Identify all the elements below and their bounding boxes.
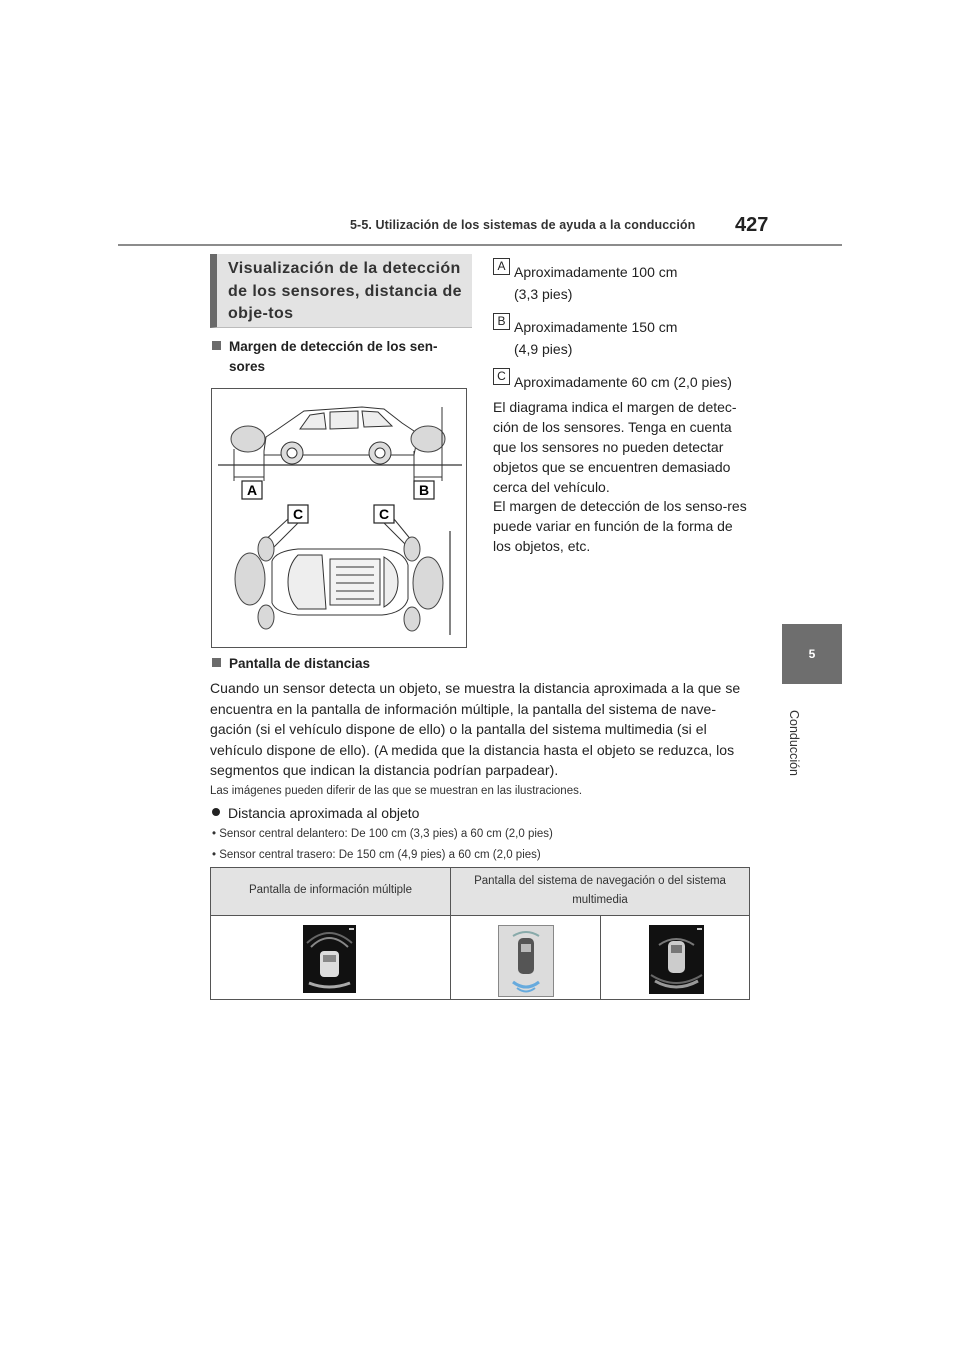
subsection-display-title-text: Pantalla de distancias — [229, 656, 371, 671]
display-table — [210, 867, 750, 1000]
car-top-view — [272, 549, 408, 615]
square-bullet-icon — [212, 658, 221, 667]
range-a-line1: Aproximadamente 100 cm — [514, 264, 678, 280]
multimedia-screen-image — [649, 925, 704, 994]
table-header-mid: Pantalla de información múltiple — [248, 884, 412, 896]
mid-screen-image — [303, 925, 356, 993]
diagram-label-b: B — [418, 482, 430, 498]
chapter-label: Conducción — [787, 709, 801, 776]
distance-bullet-heading — [212, 805, 419, 821]
range-b-line1: Aproximadamente 150 cm — [514, 319, 678, 335]
range-b-label: B — [493, 313, 510, 330]
rear-sensor-range: • Sensor central trasero: De 150 cm (4,9 pies) a 60 cm (2,0 pies) — [212, 849, 541, 861]
front-sensor-range: • Sensor central delantero: De 100 cm (3,3 pies) a 60 cm (2,0 pies) — [212, 828, 553, 840]
range-a-label: A — [493, 258, 510, 275]
chapter-tab — [782, 624, 842, 684]
subsection-margin-line1: Margen de detección de los sen- — [229, 339, 438, 354]
section-heading: Visualización de la detección de los sensores, distancia de obje-tos — [228, 260, 462, 322]
section-heading-box — [210, 254, 472, 328]
car-side-view — [264, 407, 416, 464]
diagram-label-c2: C — [378, 506, 390, 522]
display-body-text: Cuando un sensor detecta un objeto, se muestra la distancia aproximada a la que se encuentra en la pantalla de información múltiple, la pantalla del sistema de nave-gación (si el vehículo dispone de ello) o la pantalla del sistema multimedia (si el vehículo dispone de ello). (A medida que la distancia hasta el objeto se reduzca, los segmentos que indican la distancia podrían parpadear). — [210, 680, 741, 778]
nav-screen-image — [498, 925, 554, 997]
front-sensor-lobe — [231, 426, 265, 452]
page-number: 427 — [735, 214, 769, 236]
chapter-side-label — [786, 690, 806, 800]
range-variation-note: El margen de detección de los senso-res puede variar en función de la forma de los objetos, etc. — [493, 498, 747, 554]
table-header-nav — [451, 872, 749, 910]
table-divider — [600, 915, 601, 999]
range-c-line1: Aproximadamente 60 cm (2,0 pies) — [514, 374, 732, 390]
running-header: 5-5. Utilización de los sistemas de ayuda a la conducción — [350, 218, 696, 232]
diagram-label-a: A — [246, 482, 258, 498]
round-bullet-icon — [212, 808, 220, 816]
rear-sensor-lobe — [411, 426, 445, 452]
range-b-line2: (4,9 pies) — [514, 341, 573, 357]
detection-range-diagram — [211, 388, 467, 648]
diagram-explanation: El diagrama indica el margen de detec-ción de los sensores. Tenga en cuenta que los sensores no pueden detectar objetos que se encuentren demasiado cerca del vehículo. — [493, 399, 737, 495]
header-rule — [118, 244, 842, 246]
square-bullet-icon — [212, 341, 221, 350]
detection-diagram-svg — [212, 389, 466, 647]
range-b — [493, 314, 755, 361]
range-a — [493, 259, 755, 306]
range-c-label: C — [493, 368, 510, 385]
table-header-nav-line2: multimedia — [572, 894, 628, 906]
chapter-number: 5 — [808, 647, 816, 661]
subsection-display-title — [212, 656, 370, 671]
subsection-margin-line2: sores — [229, 359, 266, 374]
subsection-margin-title — [212, 337, 472, 377]
diagram-label-c1: C — [292, 506, 304, 522]
range-a-line2: (3,3 pies) — [514, 286, 573, 302]
distance-bullet-heading-text: Distancia aproximada al objeto — [228, 805, 420, 821]
range-c — [493, 369, 755, 394]
image-difference-note: Las imágenes pueden diferir de las que se muestran en las ilustraciones. — [210, 785, 583, 797]
table-header-nav-line1: Pantalla del sistema de navegación o del sistema — [474, 875, 726, 887]
